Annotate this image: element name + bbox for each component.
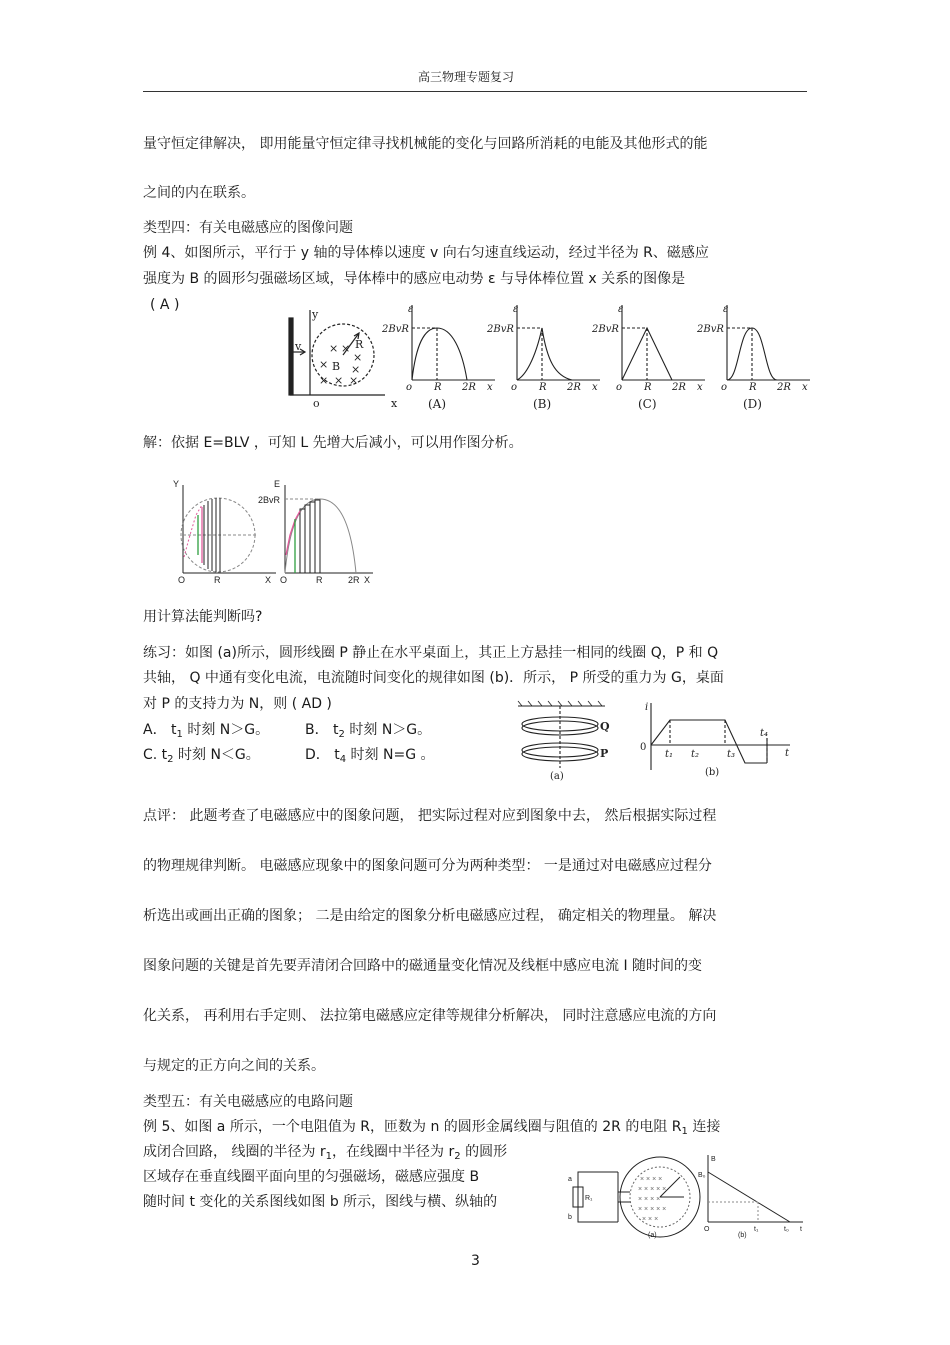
text-line: 图象问题的关键是首先要弄清闭合回路中的磁通量变化情况及线框中感应电流 I 随时间的变: [143, 958, 703, 974]
text-line: 的物理规律判断。 电磁感应现象中的图象问题可分为两种类型： 一是通过对电磁感应过程分: [143, 858, 712, 874]
svg-text:ε: ε: [723, 304, 729, 315]
svg-text:2BvR: 2BvR: [487, 324, 514, 335]
svg-text:× × × × ×: × × × × ×: [638, 1186, 667, 1193]
svg-text:t₀: t₀: [784, 1226, 789, 1233]
svg-text:×: ×: [341, 342, 351, 355]
svg-text:R: R: [214, 575, 221, 585]
text-line: 与规定的正方向之间的关系。: [143, 1058, 325, 1074]
svg-text:i: i: [645, 702, 649, 713]
svg-text:× × ×: × × ×: [642, 1216, 659, 1223]
current-time-graph: [635, 700, 795, 782]
svg-text:× × × ×: × × × ×: [638, 1196, 661, 1203]
svg-text:ε: ε: [408, 304, 414, 315]
graph-c: [591, 304, 705, 411]
svg-text:2BvR: 2BvR: [592, 324, 619, 335]
svg-text:x: x: [697, 382, 703, 393]
svg-text:R: R: [644, 382, 652, 393]
graph-c-caption: (C): [638, 397, 657, 411]
svg-text:2R: 2R: [348, 575, 360, 585]
svg-text:O: O: [178, 575, 186, 585]
text-line: 对 P 的支持力为 N，则 ( AD ): [143, 696, 332, 712]
svg-text:x: x: [487, 382, 493, 393]
graph-b-caption: (B): [533, 397, 552, 411]
svg-text:2R: 2R: [462, 382, 476, 393]
svg-text:2BvR: 2BvR: [258, 495, 281, 505]
svg-text:×: ×: [319, 358, 329, 371]
text-line: 成闭合回路， 线圈的半径为 $r_1$，在线圈中半径为 $r_2$ 的圆形: [143, 1144, 508, 1162]
header-divider: [143, 91, 807, 92]
answer-line: ( A ): [150, 297, 180, 313]
svg-text:R: R: [316, 575, 323, 585]
svg-text:X: X: [364, 575, 371, 585]
svg-text:2R: 2R: [777, 382, 791, 393]
section-heading-type5: 类型五：有关电磁感应的电路问题: [143, 1094, 353, 1110]
svg-text:X: X: [265, 575, 272, 585]
coil-p-label: P: [600, 747, 609, 760]
option-a: A． $t_1$ 时刻 N＞G。: [143, 722, 270, 740]
svg-text:t₃: t₃: [727, 749, 736, 760]
svg-text:× × × ×: × × × ×: [640, 1176, 663, 1183]
svg-text:O: O: [704, 1226, 710, 1233]
svg-text:R: R: [539, 382, 547, 393]
text-line: 例 5、如图 a 所示，一个电阻值为 R，匝数为 n 的圆形金属线圈与阻值的 2R 的电阻 $R_1$ 连接: [143, 1119, 721, 1137]
solution-line: 解：依据 E=BLV ，可知 L 先增大后减小，可以用作图分析。: [143, 435, 523, 451]
graph-d: [696, 304, 810, 411]
svg-text:2BvR: 2BvR: [382, 324, 409, 335]
option-b: B． $t_2$ 时刻 N＞G。: [305, 722, 432, 740]
svg-text:×: ×: [319, 374, 329, 387]
page-number: 3: [471, 1253, 480, 1269]
svg-text:(b): (b): [738, 1232, 747, 1239]
svg-text:×: ×: [353, 351, 363, 364]
svg-text:(a): (a): [648, 1232, 657, 1239]
fig-b-caption: (b): [705, 767, 720, 778]
svg-text:2R: 2R: [672, 382, 686, 393]
svg-text:o: o: [616, 382, 623, 393]
text-line: 例 4、如图所示，平行于 y 轴的导体棒以速度 v 向右匀速直线运动，经过半径为 R、磁感应: [143, 245, 709, 261]
coil-q-label: Q: [600, 720, 610, 733]
graph-a: [381, 304, 495, 411]
svg-text:× × × × ×: × × × × ×: [638, 1206, 667, 1213]
x-axis-label: x: [391, 397, 398, 410]
svg-text:O: O: [280, 575, 288, 585]
field-label: B: [332, 360, 341, 373]
svg-text:t₂: t₂: [691, 749, 700, 760]
text-line: 化关系， 再利用右手定则、 法拉第电磁感应定律等规律分析解决， 同时注意感应电流的方向: [143, 1008, 717, 1024]
svg-text:Y: Y: [173, 479, 180, 489]
svg-text:ε: ε: [513, 304, 519, 315]
graph-b: [486, 304, 600, 411]
fig-a-caption: (a): [550, 771, 564, 782]
example5-figure: [568, 1147, 808, 1242]
text-line: 量守恒定律解决， 即用能量守恒定律寻找机械能的变化与回路所消耗的电能及其他形式的能: [143, 136, 708, 152]
svg-text:×: ×: [334, 374, 344, 387]
svg-text:R: R: [749, 382, 757, 393]
example4-figure: [285, 300, 810, 412]
graph-d-caption: (D): [743, 397, 762, 411]
velocity-label: v: [295, 340, 302, 353]
graph-a-caption: (A): [428, 397, 447, 411]
section-heading-type4: 类型四：有关电磁感应的图像问题: [143, 220, 353, 236]
svg-text:×: ×: [329, 342, 339, 355]
svg-text:b: b: [568, 1214, 572, 1221]
text-line: 点评： 此题考查了电磁感应中的图象问题， 把实际过程对应到图象中去， 然后根据实际过程: [143, 808, 717, 824]
svg-text:B: B: [711, 1156, 716, 1163]
svg-text:×: ×: [349, 374, 359, 387]
svg-text:2BvR: 2BvR: [697, 324, 724, 335]
svg-text:o: o: [511, 382, 518, 393]
svg-text:R: R: [434, 382, 442, 393]
svg-text:E: E: [274, 479, 281, 489]
page-header-title: 高三物理专题复习: [418, 70, 515, 84]
svg-text:x: x: [592, 382, 598, 393]
svg-text:x: x: [802, 382, 808, 393]
svg-text:o: o: [721, 382, 728, 393]
svg-text:t: t: [785, 748, 790, 759]
y-axis-label: y: [312, 308, 319, 321]
text-line: 共轴， Q 中通有变化电流，电流随时间变化的规律如图 (b)．所示， P 所受的重力为 G，桌面: [143, 670, 724, 686]
svg-text:0: 0: [640, 742, 647, 753]
origin-label: o: [313, 397, 320, 410]
text-line: 随时间 t 变化的关系图线如图 b 所示，图线与横、纵轴的: [143, 1194, 498, 1210]
svg-text:t₁: t₁: [665, 749, 674, 760]
coils-figure: [510, 700, 620, 782]
radius-label: R: [355, 338, 364, 351]
text-line: 析选出或画出正确的图象； 二是由给定的图象分析电磁感应过程， 确定相关的物理量。 解决: [143, 908, 717, 924]
solution-figure: [168, 475, 383, 585]
svg-text:ε: ε: [618, 304, 624, 315]
svg-text:o: o: [406, 382, 413, 393]
svg-text:t₁: t₁: [754, 1226, 759, 1233]
option-c: C. $t_2$ 时刻 N＜G。: [143, 747, 260, 765]
text-line: 用计算法能判断吗?: [143, 609, 263, 625]
svg-text:t₄: t₄: [760, 728, 769, 739]
text-line: 练习：如图 (a)所示，圆形线圈 P 静止在水平桌面上，其正上方悬挂一相同的线圈 Q，P 和 Q: [143, 645, 719, 661]
svg-text:a: a: [568, 1176, 572, 1183]
text-line: 强度为 B 的圆形匀强磁场区域，导体棒中的感应电动势 ε 与导体棒位置 x 关系的图像是: [143, 271, 686, 287]
option-d: D． $t_4$ 时刻 N=G 。: [305, 747, 435, 765]
svg-text:×: ×: [351, 363, 361, 376]
svg-text:R₁: R₁: [585, 1195, 593, 1202]
svg-text:B₀: B₀: [698, 1172, 706, 1179]
text-line: 区域存在垂直线圈平面向里的匀强磁场，磁感应强度 B: [143, 1169, 480, 1185]
text-line: 之间的内在联系。: [143, 185, 255, 201]
svg-text:2R: 2R: [567, 382, 581, 393]
svg-text:t: t: [800, 1226, 802, 1233]
